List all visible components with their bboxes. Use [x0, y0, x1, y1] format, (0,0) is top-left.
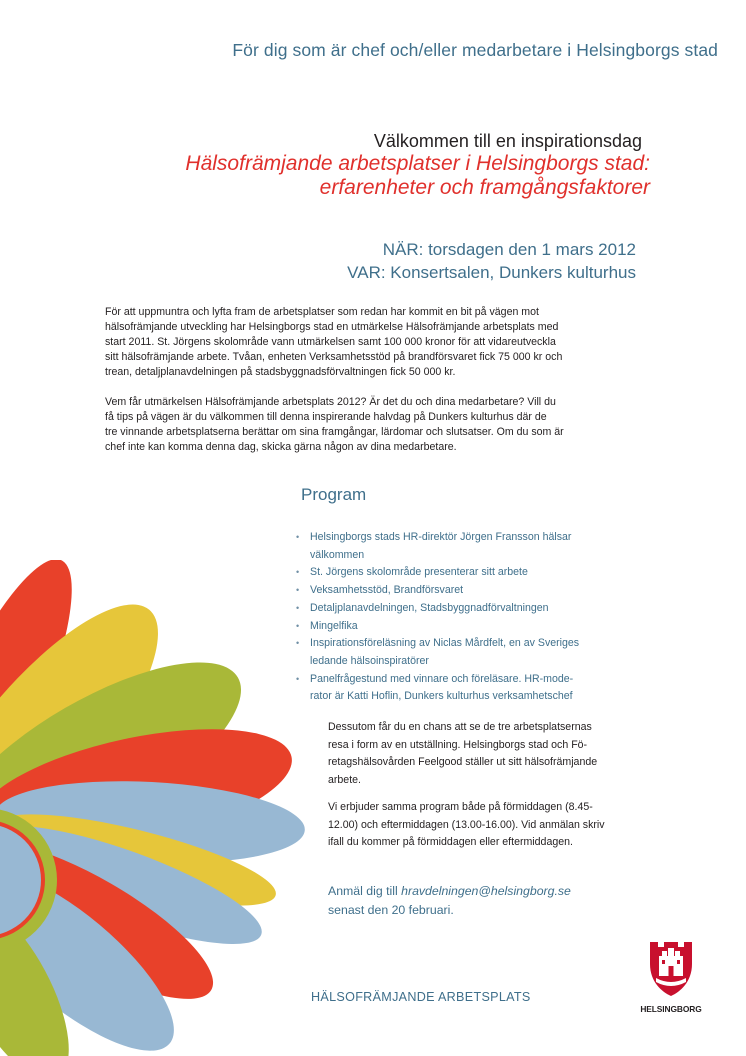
signup-line [328, 882, 571, 901]
schedule-note [328, 799, 633, 852]
text-line: få tips på vägen är du välkommen till denna inspirerande halvdag på Dunkers kulturhus där de [105, 411, 547, 424]
program-item [296, 618, 626, 636]
exhibition-note [328, 719, 633, 790]
program-item [296, 582, 626, 600]
header-audience-line: För dig som är chef och/eller medarbetare i Helsingborgs stad [232, 40, 718, 60]
text-line: Vi erbjuder samma program både på förmiddagen (8.45- [328, 801, 593, 813]
program-item [296, 671, 626, 706]
castle-crest-icon [636, 938, 706, 998]
helsingborg-logo [636, 938, 706, 1014]
text-line: För att uppmuntra och lyfta fram de arbetsplatser som redan har kommit en bit på vägen mot [105, 306, 539, 318]
program-item [296, 635, 626, 670]
signup-email-link[interactable]: hravdelningen@helsingborg.se [401, 884, 571, 898]
logo-wordmark: HELSINGBORG [640, 1004, 702, 1014]
text-line: start 2011. St. Jörgens skolområde vann utmärkelsen samt 100 000 kronor för att vidareutveckla [105, 336, 556, 349]
text-line: chef inte kan komma denna dag, skicka gärna någon av dina medarbetare. [105, 441, 457, 454]
flower-graphic [0, 560, 310, 1056]
text-line: arbete. [328, 774, 361, 787]
text-line: Dessutom får du en chans att se de tre arbetsplatsernas [328, 721, 592, 733]
intro-paragraph-1 [105, 305, 625, 380]
intro-paragraph-2 [105, 395, 625, 455]
program-heading: Program [301, 485, 367, 504]
footer-label: HÄLSOFRÄMJANDE ARBETSPLATS [311, 990, 531, 1004]
bullet-icon: • [296, 567, 300, 578]
text-line: välkommen [310, 548, 365, 561]
text-line: tre vinnande arbetsplatserna berättar om sina framgångar, lärdomar och slutsatser. Om du som är [105, 426, 564, 439]
text-line: Vem får utmärkelsen Hälsofrämjande arbetsplats 2012? Är det du och dina medarbetare? Vill du [105, 396, 556, 408]
signup-block [328, 882, 571, 920]
bullet-icon: • [296, 585, 300, 596]
text-line: sitt hälsofrämjande arbete. Tvåan, enheten Verksamhetsstöd på brandförsvaret fick 75 000 kr och [105, 351, 563, 364]
program-list [296, 529, 626, 706]
program-item [296, 529, 626, 564]
bullet-icon: • [296, 602, 300, 613]
event-where: VAR: Konsertsalen, Dunkers kulturhus [347, 263, 636, 282]
signup-prefix: Anmäl dig till [328, 884, 398, 898]
text-line: ledande hälsoinspiratörer [310, 654, 429, 667]
bullet-icon: • [296, 532, 300, 542]
text-line: Helsingborgs stads HR-direktör Jörgen Fransson hälsar [310, 531, 572, 543]
text-line: 12.00) och eftermiddagen (13.00-16.00). Vid anmälan skriv [328, 818, 605, 831]
event-when: NÄR: torsdagen den 1 mars 2012 [382, 240, 636, 259]
program-item [296, 600, 626, 618]
text-line: ifall du kommer på förmiddagen eller eftermiddagen. [328, 836, 573, 849]
event-title-line-1: Hälsofrämjande arbetsplatser i Helsingborgs stad: [185, 152, 650, 175]
bullet-icon: • [296, 673, 300, 684]
text-line: hälsofrämjande utveckling har Helsingborgs stad en utmärkelse Hälsofrämjande arbetsplats med [105, 321, 559, 334]
text-line: Mingelfika [310, 619, 358, 632]
bullet-icon: • [296, 620, 300, 631]
text-line: trean, detaljplanavdelningen på stadsbyggnadsförvaltningen fick 50 000 kr. [105, 366, 456, 379]
welcome-line: Välkommen till en inspirationsdag [373, 131, 642, 151]
text-line: Inspirationsföreläsning av Niclas Mårdfelt, en av Sveriges [310, 637, 580, 650]
event-title-line-2: erfarenheter och framgångsfaktorer [319, 176, 650, 199]
signup-deadline: senast den 20 februari. [328, 903, 454, 917]
program-item [296, 564, 626, 582]
text-line: Panelfrågestund med vinnare och föreläsare. HR-mode- [310, 672, 574, 685]
bullet-icon: • [296, 638, 300, 649]
text-line: St. Jörgens skolområde presenterar sitt arbete [310, 566, 528, 579]
text-line: resa i form av en utställning. Helsingborgs stad och Fö- [328, 738, 588, 751]
text-line: rator är Katti Hoflin, Dunkers kulturhus verksamhetschef [310, 690, 573, 703]
text-line: Veksamhetsstöd, Brandförsvaret [310, 584, 464, 597]
text-line: Detaljplanavdelningen, Stadsbyggnadförvaltningen [310, 601, 549, 614]
text-line: retagshälsovården Feelgood ställer ut sitt hälsofrämjande [328, 756, 598, 769]
